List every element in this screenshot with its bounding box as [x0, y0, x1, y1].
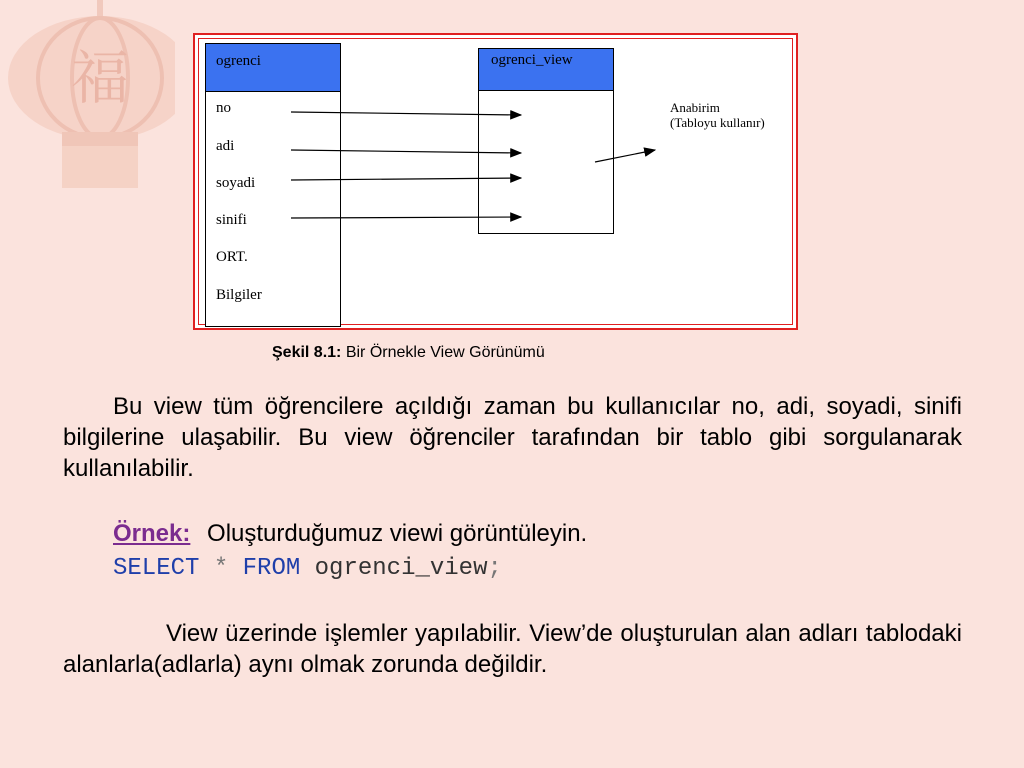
sql-table: ogrenci_view	[314, 555, 488, 582]
sql-select: SELECT	[113, 555, 200, 582]
paragraph-1: Bu view tüm öğrencilere açıldığı zaman bu kullanıcılar no, adi, soyadi, sinifi bilgilerine ulaşabilir. Bu view öğrenciler tarafından bir tablo gibi sorgulanarak kullanılabilir.	[63, 393, 962, 482]
example-line	[113, 520, 587, 548]
interface-label	[670, 100, 765, 130]
arrow-soyadi	[291, 178, 521, 180]
figure-caption	[272, 344, 545, 362]
field-ort: ORT.	[216, 249, 248, 265]
example-label: Örnek:	[113, 520, 191, 547]
view-diagram-figure	[193, 33, 798, 330]
field-no: no	[216, 100, 231, 116]
caption-label: Şekil 8.1:	[272, 344, 342, 361]
arrow-interface	[595, 150, 655, 162]
arrow-no	[291, 112, 521, 115]
interface-label-line2: (Tabloyu kullanır)	[670, 115, 765, 130]
field-bilgiler: Bilgiler	[216, 287, 262, 303]
field-sinifi: sinifi	[216, 212, 247, 228]
sql-code	[113, 555, 502, 582]
sql-star: *	[213, 555, 229, 582]
example-text: Oluşturduğumuz viewi görüntüleyin.	[207, 520, 588, 547]
field-soyadi: soyadi	[216, 175, 256, 191]
chinese-lantern-icon	[0, 0, 175, 200]
arrow-adi	[291, 150, 521, 153]
interface-label-line1: Anabirim	[670, 100, 720, 115]
field-adi: adi	[216, 138, 235, 154]
caption-text: Bir Örnekle View Görünümü	[345, 344, 545, 361]
arrows-layer	[195, 35, 796, 328]
arrow-sinifi	[291, 217, 521, 218]
lantern-glyph: 福	[70, 44, 130, 112]
table-ogrenci-header: ogrenci	[206, 44, 340, 92]
paragraph-2: View üzerinde işlemler yapılabilir. View’de oluşturulan alan adları tablodaki alanlarla(adlarla) aynı olmak zorunda değildir.	[63, 620, 962, 678]
sql-semicolon: ;	[487, 555, 502, 582]
sql-from: FROM	[242, 555, 301, 582]
table-view-header: ogrenci_view	[479, 49, 613, 91]
